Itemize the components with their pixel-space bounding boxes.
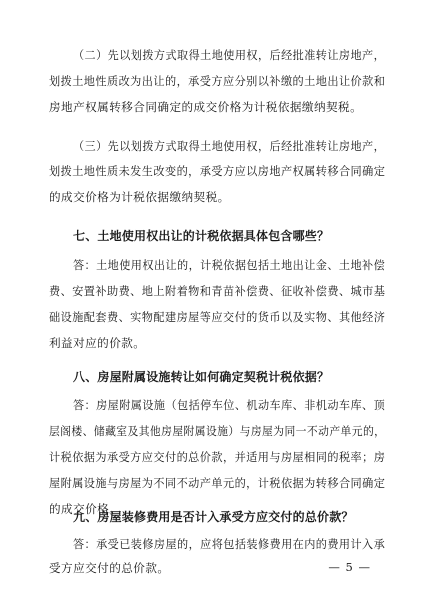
paragraph-line: 答：土地使用权出让的，计税依据包括土地出让金、土地补偿 <box>73 258 386 272</box>
section-heading-7: 七、土地使用权出让的计税依据具体包含哪些？ <box>73 229 330 243</box>
paragraph-line: 费、安置补助费、地上附着物和青苗补偿费、征收补偿费、城市基 <box>49 284 386 298</box>
paragraph-line: 划拨土地性质改为出让的，承受方应分别以补缴的土地出让价款和 <box>49 74 386 88</box>
paragraph-line: 的成交价格为计税依据缴纳契税。 <box>49 190 230 204</box>
paragraph-line: 屋附属设施与房屋为不同不动产单元的，计税依据为转移合同确定 <box>49 476 386 490</box>
paragraph-line: 的成交价格。 <box>49 502 122 516</box>
paragraph-line: 利益对应的价款。 <box>49 336 146 350</box>
paragraph-line: 房地产权属转移合同确定的成交价格为计税依据缴纳契税。 <box>49 100 363 114</box>
paragraph-line: 受方应交付的总价款。 <box>49 561 170 575</box>
section-heading-9: 九、房屋装修费用是否计入承受方应交付的总价款？ <box>73 510 354 524</box>
page-number: — 5 — <box>328 560 371 574</box>
paragraph-line: 答：承受已装修房屋的，应将包括装修费用在内的费用计入承 <box>73 537 386 551</box>
paragraph-line: 划拨土地性质未发生改变的，承受方应以房地产权属转移合同确定 <box>49 164 386 178</box>
paragraph-line: 层阁楼、储藏室及其他房屋附属设施）与房屋为同一不动产单元的， <box>49 424 386 438</box>
section-heading-8: 八、房屋附属设施转让如何确定契税计税依据？ <box>73 370 330 384</box>
paragraph-line: （三）先以划拨方式取得土地使用权，后经批准转让房地产， <box>73 139 386 153</box>
paragraph-line: 础设施配套费、实物配建房屋等应交付的货币以及实物、其他经济 <box>49 310 386 324</box>
paragraph-line: 计税依据为承受方应交付的总价款，并适用与房屋相同的税率；房 <box>49 450 386 464</box>
paragraph-line: （二）先以划拨方式取得土地使用权，后经批准转让房地产， <box>73 48 386 62</box>
paragraph-line: 答：房屋附属设施（包括停车位、机动车库、非机动车库、顶 <box>73 398 386 412</box>
